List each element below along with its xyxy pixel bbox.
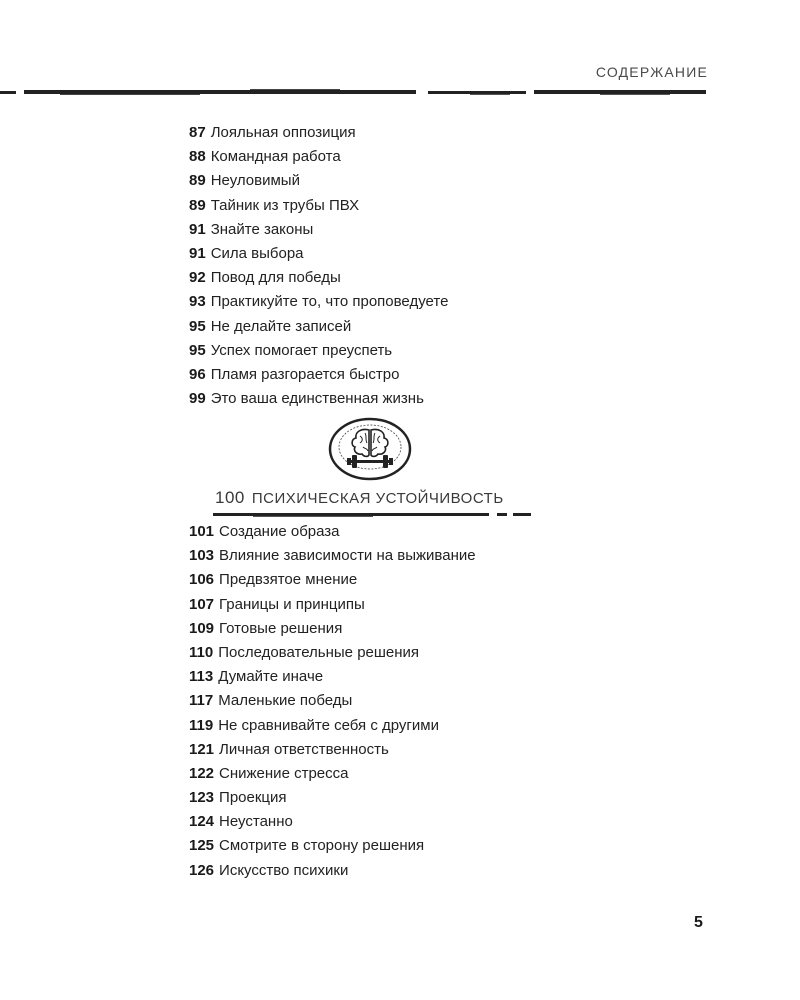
toc-entry[interactable] [189, 739, 476, 763]
toc-entry-title: Снижение стресса [219, 764, 349, 782]
toc-page-number: 124 [189, 813, 215, 831]
toc-entry-title: Практикуйте то, что проповедуете [210, 293, 449, 311]
toc-entry[interactable] [189, 763, 476, 787]
running-header: СОДЕРЖАНИЕ [595, 64, 708, 80]
toc-page-number: 89 [189, 196, 206, 214]
toc-page-number: 121 [189, 740, 215, 758]
toc-entry-title: Это ваша единственная жизнь [210, 390, 424, 408]
toc-entry-title: Пламя разгорается быстро [210, 365, 400, 383]
toc-entry[interactable] [189, 642, 476, 666]
toc-page-number: 95 [189, 341, 206, 359]
toc-entry[interactable] [189, 569, 476, 593]
toc-entry-title: Последовательные решения [218, 643, 420, 661]
toc-entry[interactable] [189, 316, 448, 340]
toc-entry[interactable] [189, 219, 448, 243]
toc-entry[interactable] [189, 195, 448, 219]
toc-entry[interactable] [189, 243, 448, 267]
toc-page-number: 96 [189, 365, 206, 383]
toc-list-part2 [189, 521, 476, 884]
toc-entry-title: Неустанно [219, 813, 293, 831]
toc-page-number: 91 [189, 220, 206, 238]
toc-entry[interactable] [189, 122, 448, 146]
toc-entry[interactable] [189, 666, 476, 690]
toc-entry[interactable] [189, 835, 476, 859]
toc-entry-title: Знайте законы [210, 220, 314, 238]
chapter-title: ПСИХИЧЕСКАЯ УСТОЙЧИВОСТЬ [251, 490, 504, 507]
toc-entry-title: Границы и принципы [219, 595, 365, 613]
toc-entry[interactable] [189, 860, 476, 884]
toc-entry[interactable] [189, 267, 448, 291]
toc-entry-title: Не сравнивайте себя с другими [218, 716, 439, 734]
toc-entry[interactable] [189, 811, 476, 835]
toc-page-number: 89 [189, 172, 206, 190]
toc-entry-title: Предвзятое мнение [219, 571, 358, 589]
toc-entry[interactable] [189, 618, 476, 642]
toc-entry-title: Не делайте записей [210, 317, 352, 335]
toc-entry[interactable] [189, 170, 448, 194]
toc-entry[interactable] [189, 787, 476, 811]
toc-entry-title: Маленькие победы [218, 692, 353, 710]
toc-page-number: 110 [189, 643, 214, 661]
toc-page-number: 117 [189, 692, 214, 710]
toc-entry-title: Сила выбора [210, 244, 304, 262]
toc-page-number: 95 [189, 317, 206, 335]
toc-entry-title: Тайник из трубы ПВХ [210, 196, 360, 214]
toc-page-number: 93 [189, 293, 206, 311]
toc-entry[interactable] [189, 291, 448, 315]
toc-page-number: 92 [189, 269, 206, 287]
header-rule [0, 88, 706, 98]
chapter-page-number: 100 [215, 488, 245, 507]
page-number-folio: 5 [694, 914, 703, 931]
toc-page-number: 99 [189, 390, 206, 408]
toc-page-number: 125 [189, 837, 215, 855]
toc-page-number: 103 [189, 547, 215, 565]
chapter-heading[interactable] [215, 488, 504, 508]
toc-entry[interactable] [189, 364, 448, 388]
chapter-rule [213, 511, 531, 519]
toc-entry-title: Успех помогает преуспеть [210, 341, 393, 359]
toc-entry[interactable] [189, 521, 476, 545]
toc-page-number: 88 [189, 148, 206, 166]
toc-page-number: 119 [189, 716, 214, 734]
toc-entry[interactable] [189, 594, 476, 618]
toc-entry-title: Лояльная оппозиция [210, 124, 356, 141]
toc-page-number: 101 [189, 523, 215, 540]
toc-page-number: 123 [189, 789, 215, 807]
toc-page-number: 122 [189, 764, 215, 782]
toc-entry-title: Неуловимый [210, 172, 300, 190]
toc-entry-title: Создание образа [219, 523, 340, 540]
toc-list-part1 [189, 122, 448, 412]
toc-page-number: 113 [189, 668, 214, 686]
toc-page-number: 91 [189, 244, 206, 262]
toc-page-number: 106 [189, 571, 215, 589]
toc-entry-title: Искусство психики [219, 861, 349, 879]
toc-page-number: 87 [189, 124, 206, 141]
toc-entry[interactable] [189, 340, 448, 364]
toc-page-number: 126 [189, 861, 215, 879]
toc-entry-title: Личная ответственность [219, 740, 389, 758]
toc-entry-title: Повод для победы [210, 269, 341, 287]
toc-entry[interactable] [189, 715, 476, 739]
toc-entry-title: Готовые решения [219, 619, 343, 637]
toc-entry-title: Проекция [219, 789, 287, 807]
toc-entry[interactable] [189, 146, 448, 170]
toc-page-number: 109 [189, 619, 215, 637]
toc-page-number: 107 [189, 595, 215, 613]
brain-barbell-icon [327, 416, 413, 482]
toc-entry[interactable] [189, 545, 476, 569]
toc-entry-title: Влияние зависимости на выживание [219, 547, 476, 565]
toc-entry-title: Смотрите в сторону решения [219, 837, 425, 855]
toc-entry[interactable] [189, 388, 448, 412]
toc-entry[interactable] [189, 690, 476, 714]
toc-entry-title: Думайте иначе [218, 668, 324, 686]
toc-entry-title: Командная работа [210, 148, 341, 166]
